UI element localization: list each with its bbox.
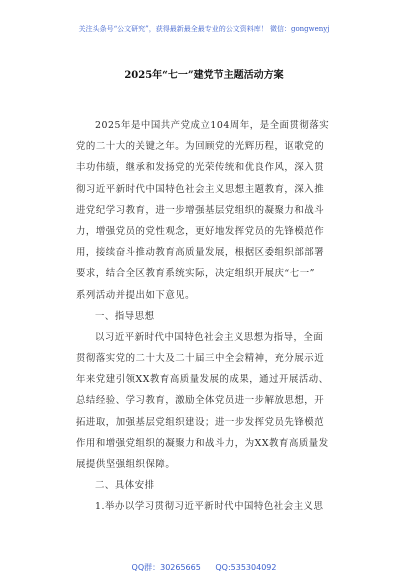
paragraph-line: 总结经验、学习教育，激励全体党员进一步解放思想，开 [76,395,325,407]
footer-qq-group: QQ群：30265665 [131,563,201,572]
footer-banner [0,562,408,573]
document-body [76,115,344,518]
paragraph-line: 系列活动并提出如下意见。 [76,289,196,301]
paragraph-line: 用，接续奋斗推动教育高质量发展，根据区委组织部部署 [76,247,325,259]
paragraph-line: 作用和增强党组织的凝聚力和战斗力，为XX教育高质量发 [76,437,329,449]
paragraph-line: 力，增强党员的党性观念，更好地发挥党员的先锋模范作 [76,225,325,237]
section-heading-arrangements: 二、具体安排 [95,480,155,492]
paragraph-line: 以习近平新时代中国特色社会主义思想为指导，全面 [95,331,324,343]
header-banner: 关注头条号“公文研究”，获得最新最全最专业的公文资料库！ 微信：gongwenyj [78,25,330,33]
section-heading-guiding-thought: 一、指导思想 [95,310,155,322]
paragraph-line: 年来党建引领XX教育高质量发展的成果，通过开展活动、 [76,374,329,386]
footer-qq-number: QQ:535304092 [215,563,277,572]
paragraph-line: 丰功伟绩，继承和发扬党的光荣传统和优良作风，深入贯 [76,162,325,174]
paragraph-line: 党的二十大的关键之年。为回顾党的光辉历程，讴歌党的 [76,141,325,153]
paragraph-line: 彻习近平新时代中国特色社会主义思想主题教育，深入推 [76,183,325,195]
paragraph-line: 2025年是中国共产党成立104周年，是全面贯彻落实 [95,120,330,131]
paragraph-line: 拓进取，加强基层党组织建设；进一步发挥党员先锋模范 [76,416,325,428]
paragraph-line: 展提供坚强组织保障。 [76,459,176,470]
paragraph-line: 贯彻落实党的二十大及二十届三中全会精神，充分展示近 [76,353,325,365]
paragraph-line: 进党纪学习教育，进一步增强基层党组织的凝聚力和战斗 [76,204,325,216]
paragraph-line: 要求，结合全区教育系统实际，决定组织开展庆“七一” [76,268,315,280]
paragraph-line: 1.举办以学习贯彻习近平新时代中国特色社会主义思 [95,501,324,513]
document-title: 2025年“七一”建党节主题活动方案 [124,70,284,81]
